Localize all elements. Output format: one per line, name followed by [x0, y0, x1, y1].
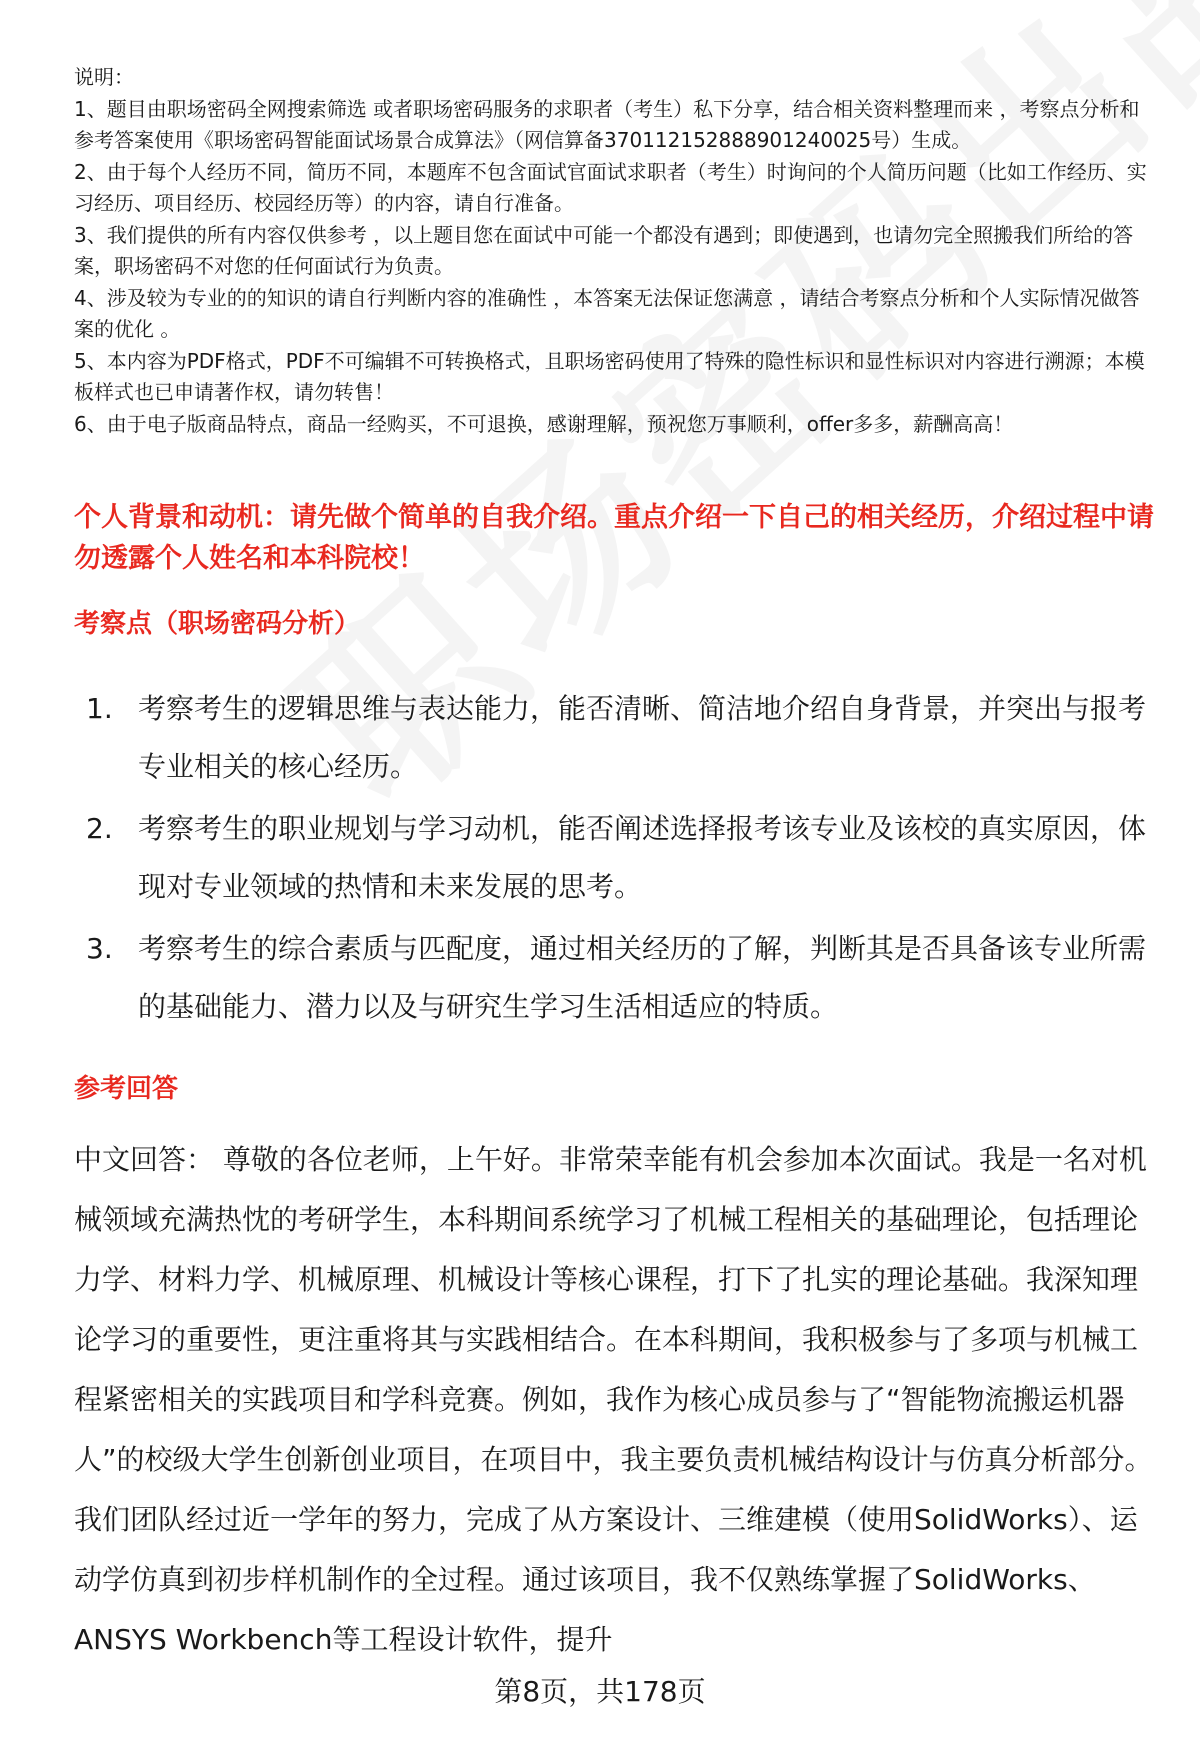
analysis-points [74, 680, 1154, 1040]
notes-item: 6、由于电子版商品特点，商品一经购买，不可退换，感谢理解，预祝您万事顺利，offer多多，薪酬高高！ [74, 411, 1014, 436]
notes-item: 3、我们提供的所有内容仅供参考 ，以上题目您在面试中可能一个都没有遇到；即使遇到，也请勿完全照搬我们所给的答案，职场密码不对您的任何面试行为负责。 [74, 222, 1134, 278]
reference-answer: 中文回答： 尊敬的各位老师，上午好。非常荣幸能有机会参加本次面试。我是一名对机械领域充满热忱的考研学生，本科期间系统学习了机械工程相关的基础理论，包括理论力学、材料力学、机械原理、机械设计等核心课程，打下了扎实的理论基础。我深知理论学习的重要性，更注重将其与实践相结合。在本科期间，我积极参与了多项与机械工程紧密相关的实践项目和学科竞赛。例如，我作为核心成员参与了“智能物流搬运机器人”的校级大学生创新创业项目，在项目中，我主要负责机械结构设计与仿真分析部分。我们团队经过近一学年的努力，完成了从方案设计、三维建模（使用SolidWorks）、运动学仿真到初步样机制作的全过程。通过该项目，我不仅熟练掌握了SolidWorks、ANSYS Workbench等工程设计软件，提升 [74, 1143, 1153, 1656]
notes-item: 2、由于每个人经历不同，简历不同，本题库不包含面试官面试求职者（考生）时询问的个人简历问题（比如工作经历、实习经历、项目经历、校园经历等）的内容，请自行准备。 [74, 159, 1147, 215]
notes-heading: 说明： [74, 65, 134, 89]
point-number: 2. [86, 812, 113, 845]
question-title: 个人背景和动机：请先做个简单的自我介绍。重点介绍一下自己的相关经历，介绍过程中请勿透露个人姓名和本科院校！ [74, 502, 1154, 574]
analysis-point [74, 920, 1154, 1036]
notes-item: 5、本内容为PDF格式，PDF不可编辑不可转换格式，且职场密码使用了特殊的隐性标识和显性标识对内容进行溯源；本模板样式也已申请著作权，请勿转售！ [74, 348, 1145, 404]
analysis-point [74, 800, 1154, 916]
point-number: 3. [86, 932, 113, 965]
analysis-point [74, 680, 1154, 796]
point-text: 考察考生的综合素质与匹配度，通过相关经历的了解，判断其是否具备该专业所需的基础能力、潜力以及与研究生学习生活相适应的特质。 [138, 932, 1147, 1023]
point-number: 1. [86, 692, 113, 725]
page-number: 第8页，共178页 [494, 1675, 706, 1708]
point-text: 考察考生的逻辑思维与表达能力，能否清晰、简洁地介绍自身背景，并突出与报考专业相关的核心经历。 [138, 692, 1147, 783]
point-text: 考察考生的职业规划与学习动机，能否阐述选择报考该专业及该校的真实原因，体现对专业领域的热情和未来发展的思考。 [138, 812, 1147, 903]
analysis-title: 考察点（职场密码分析） [74, 609, 361, 639]
notes-section [74, 62, 1154, 440]
notes-item: 1、题目由职场密码全网搜索筛选 或者职场密码服务的求职者（考生）私下分享，结合相关资料整理而来 ，考察点分析和参考答案使用《职场密码智能面试场景合成算法》（网信算备370112152888901240025号）生成。 [74, 96, 1140, 152]
notes-item: 4、涉及较为专业的的知识的请自行判断内容的准确性 ，本答案无法保证您满意 ，请结合考察点分析和个人实际情况做答案的优化 。 [74, 285, 1140, 341]
reference-title: 参考回答 [74, 1074, 179, 1104]
